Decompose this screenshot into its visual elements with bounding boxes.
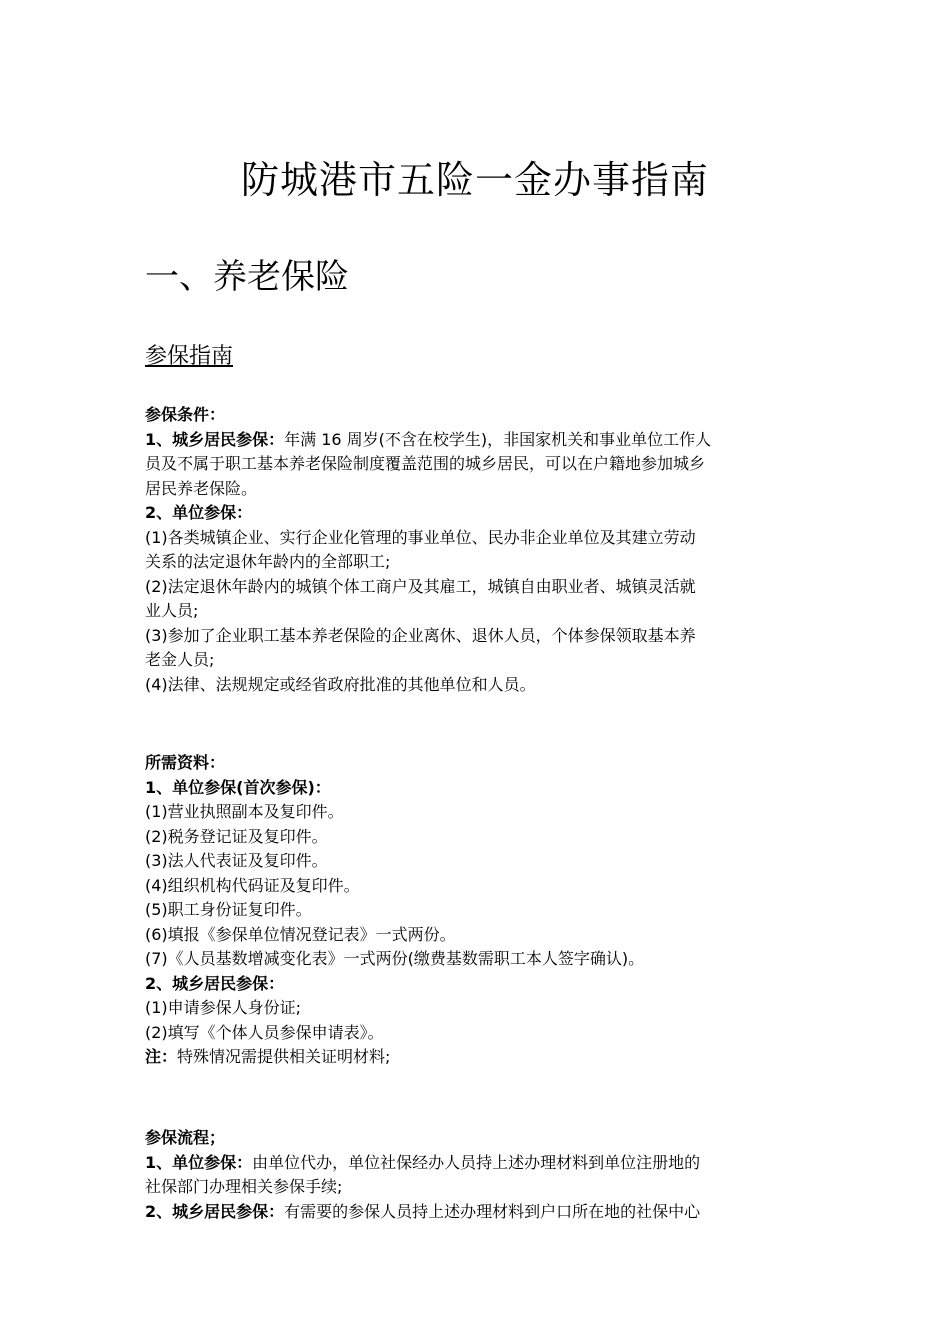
conditions-item1: [145, 428, 810, 453]
conditions-p1-cont: 关系的法定退休年龄内的全部职工;: [145, 552, 391, 571]
subheading-enrollment-guide: 参保指南: [145, 344, 234, 369]
document-title: 防城港市五险一金办事指南: [240, 158, 709, 202]
section-heading-pension: 一、养老保险: [145, 257, 349, 297]
materials-item1-label: 1、单位参保(首次参保)：: [145, 777, 331, 797]
conditions-p3-cont: 老金人员;: [145, 650, 215, 669]
conditions-item1-cont: 员及不属于职工基本养老保险制度覆盖范围的城乡居民，可以在户籍地参加城乡: [145, 454, 706, 473]
materials-m2: (2)税务登记证及复印件。: [145, 826, 328, 846]
item-text: 有需要的参保人员持上述办理材料到户口所在地的社保中心: [284, 1201, 701, 1221]
item-text: 由单位代办，单位社保经办人员持上述办理材料到单位注册地的: [252, 1152, 701, 1172]
item-label: 1、城乡居民参保：: [145, 429, 285, 449]
materials-m7: (7)《人员基数增减变化表》一式两份(缴费基数需职工本人签字确认)。: [145, 949, 645, 968]
item-text: 年满 16 周岁(不含在校学生)，非国家机关和事业单位工作人: [284, 429, 712, 449]
conditions-p2: (2)法定退休年龄内的城镇个体工商户及其雇工，城镇自由职业者、城镇灵活就: [145, 576, 696, 596]
materials-r2: (2)填写《个体人员参保申请表》。: [145, 1022, 384, 1042]
materials-m5: (5)职工身份证复印件。: [145, 900, 312, 919]
materials-block: [145, 751, 810, 1070]
materials-r1: (1)申请参保人身份证;: [145, 998, 302, 1017]
materials-note: [145, 1045, 810, 1070]
conditions-item1-cont: 居民养老保险。: [145, 478, 258, 498]
conditions-block: [145, 403, 810, 697]
note-text: 特殊情况需提供相关证明材料;: [177, 1047, 391, 1066]
process-block: [145, 1126, 810, 1224]
conditions-item2-label: 2、单位参保：: [145, 503, 253, 522]
materials-item2-label: 2、城乡居民参保：: [145, 973, 285, 993]
materials-m6: (6)填报《参保单位情况登记表》一式两份。: [145, 924, 456, 944]
process-item2: [145, 1200, 810, 1225]
note-label: 注：: [145, 1047, 178, 1066]
conditions-p3: (3)参加了企业职工基本养老保险的企业离休、退休人员，个体参保领取基本养: [145, 625, 696, 645]
materials-m3: (3)法人代表证及复印件。: [145, 851, 328, 870]
item-label: 1、单位参保：: [145, 1152, 253, 1172]
conditions-p2-cont: 业人员;: [145, 601, 199, 620]
materials-m4: (4)组织机构代码证及复印件。: [145, 875, 360, 895]
conditions-p4: (4)法律、法规规定或经省政府批准的其他单位和人员。: [145, 674, 536, 694]
materials-label: 所需资料：: [145, 753, 226, 772]
conditions-p1: (1)各类城镇企业、实行企业化管理的事业单位、民办非企业单位及其建立劳动: [145, 527, 696, 547]
item-label: 2、城乡居民参保：: [145, 1201, 285, 1221]
process-item1: [145, 1151, 810, 1176]
materials-m1: (1)营业执照副本及复印件。: [145, 802, 344, 821]
process-item1-cont: 社保部门办理相关参保手续;: [145, 1177, 343, 1196]
process-label: 参保流程；: [145, 1128, 226, 1147]
conditions-label: 参保条件：: [145, 405, 226, 424]
